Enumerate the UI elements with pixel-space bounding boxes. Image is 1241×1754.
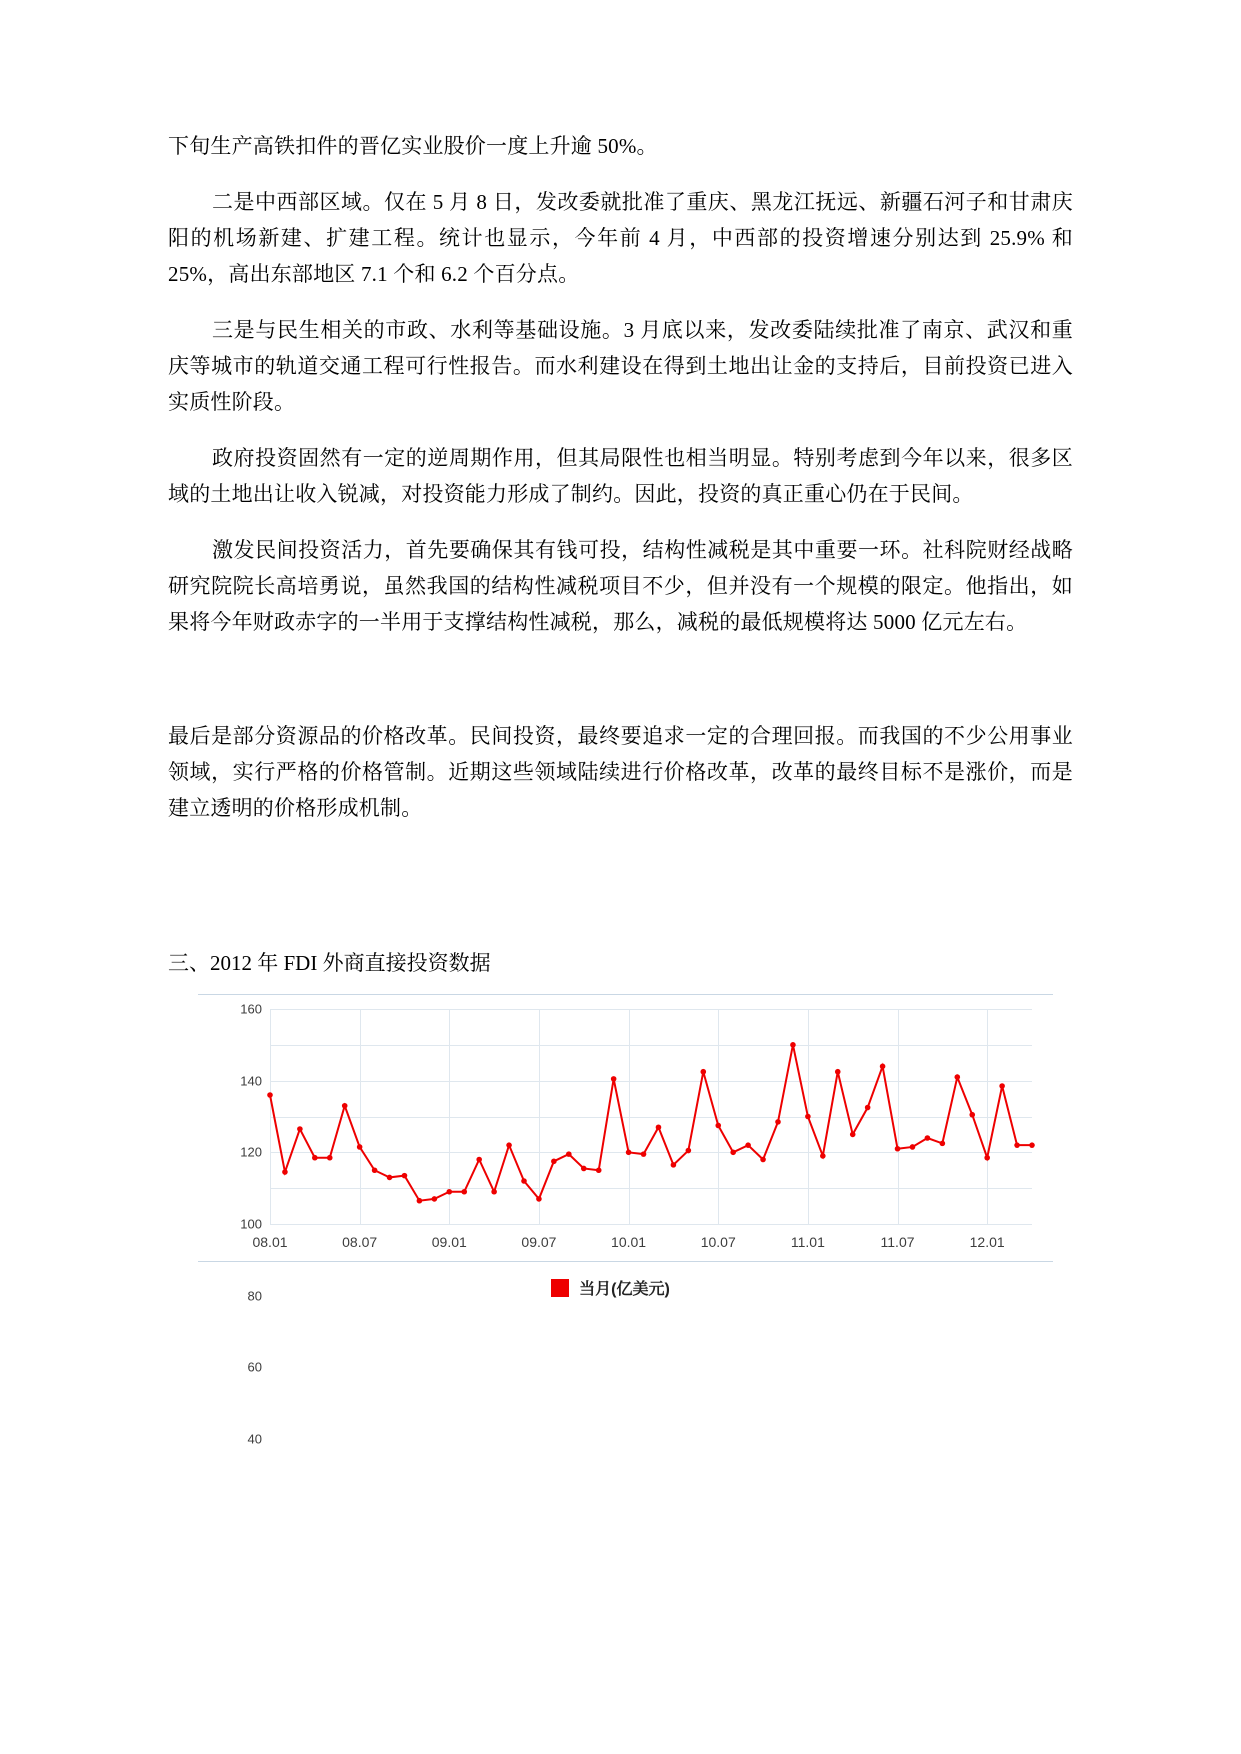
paragraph-3: 三是与民生相关的市政、水利等基础设施。3 月底以来，发改委陆续批准了南京、武汉和重庆等城市的轨道交通工程可行性报告。而水利建设在得到土地出让金的支持后，目前投资已进入实质性阶段。 (168, 318, 1073, 414)
x-axis-tick-label: 08.01 (252, 1234, 288, 1250)
fdi-chart (168, 994, 1073, 1447)
chart-legend (168, 1276, 1053, 1299)
y-axis-tick-label: 160 (240, 1001, 262, 1017)
y-axis-tick-label: 80 (247, 1288, 262, 1304)
y-axis-tick-label: 40 (247, 1431, 262, 1447)
paragraph-6: 最后是部分资源品的价格改革。民间投资，最终要追求一定的合理回报。而我国的不少公用事业领域，实行严格的价格管制。近期这些领域陆续进行价格改革，改革的最终目标不是涨价，而是建立透明的价格形成机制。 (168, 724, 1073, 820)
y-axis-tick-label: 100 (240, 1216, 262, 1232)
x-axis-tick-label: 12.01 (969, 1234, 1005, 1250)
chart-series-line (270, 1009, 1032, 1224)
legend-label: 当月(亿美元) (579, 1281, 670, 1298)
x-axis-tick-label: 09.01 (431, 1234, 467, 1250)
x-axis-tick-label: 10.07 (700, 1234, 736, 1250)
paragraph-2: 二是中西部区域。仅在 5 月 8 日，发改委就批准了重庆、黑龙江抚远、新疆石河子和甘肃庆阳的机场新建、扩建工程。统计也显示，今年前 4 月，中西部的投资增速分别达到 25.9% 和 25%，高出东部地区 7.1 个和 6.2 个百分点。 (168, 190, 1073, 286)
document-content (168, 128, 1073, 1447)
section-spacer (168, 846, 1073, 946)
y-axis-tick-label: 60 (247, 1359, 262, 1375)
x-axis-tick-label: 10.01 (611, 1234, 647, 1250)
section-heading: 三、2012 年 FDI 外商直接投资数据 (168, 951, 491, 975)
paragraph-5: 激发民间投资活力，首先要确保其有钱可投，结构性减税是其中重要一环。社科院财经战略研究院院长高培勇说，虽然我国的结构性减税项目不少，但并没有一个规模的限定。他指出，如果将今年财政赤字的一半用于支撑结构性减税，那么，减税的最低规模将达 5000 亿元左右。 (168, 538, 1073, 634)
x-axis-tick-label: 09.07 (521, 1234, 557, 1250)
legend-swatch-icon (551, 1279, 569, 1297)
y-axis-tick-label: 120 (240, 1144, 262, 1160)
x-axis-tick-label: 11.01 (790, 1234, 825, 1250)
x-axis-tick-label: 08.07 (342, 1234, 378, 1250)
paragraph-spacer (168, 660, 1073, 718)
y-axis-tick-label: 140 (240, 1073, 262, 1089)
paragraph-1: 下旬生产高铁扣件的晋亿实业股价一度上升逾 50%。 (168, 134, 658, 158)
x-axis-tick-label: 11.07 (880, 1234, 915, 1250)
paragraph-4: 政府投资固然有一定的逆周期作用，但其局限性也相当明显。特别考虑到今年以来，很多区域的土地出让收入锐减，对投资能力形成了制约。因此，投资的真正重心仍在于民间。 (168, 446, 1073, 506)
